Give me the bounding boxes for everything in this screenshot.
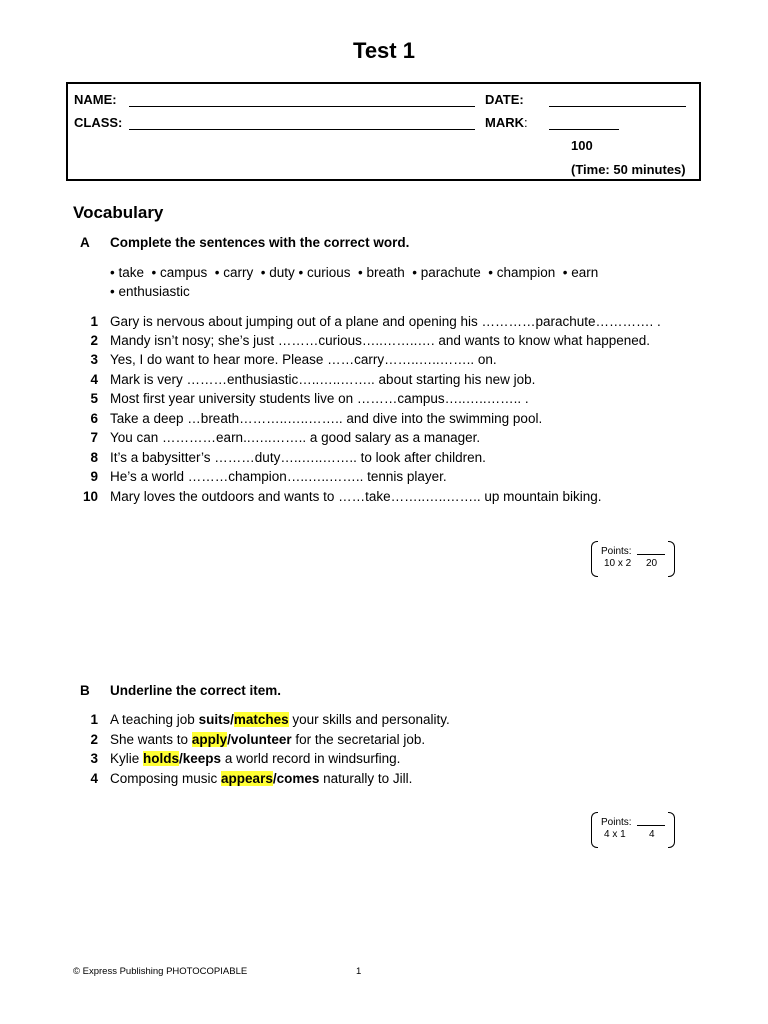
option-1-highlighted[interactable]: apply xyxy=(191,732,228,747)
points-total: 20 xyxy=(646,558,658,569)
points-box-b xyxy=(591,812,675,848)
item-number: 2 xyxy=(90,333,98,348)
item-sentence: Gary is nervous about jumping out of a plane and opening his …………parachute…………. . xyxy=(110,314,661,329)
item-sentence xyxy=(110,771,412,786)
sentence-start: A teaching job xyxy=(110,712,199,727)
word-bank-line-1: • take • campus • carry • duty • curious • breath • parachute • champion • earn xyxy=(110,265,599,280)
item-number: 5 xyxy=(90,391,98,406)
sentence-end: your skills and personality. xyxy=(288,712,450,727)
item-sentence: He’s a world ………champion…..…..…….. tennis player. xyxy=(110,469,447,484)
footer-copyright: © Express Publishing PHOTOCOPIABLE xyxy=(73,966,248,977)
date-label: DATE: xyxy=(485,92,524,107)
sentence-end: for the secretarial job. xyxy=(291,732,426,747)
class-label: CLASS: xyxy=(74,115,123,130)
option-1[interactable]: suits xyxy=(198,712,231,727)
item-sentence xyxy=(110,751,400,766)
points-label: Points: xyxy=(601,546,632,557)
word-bank-line-2: • enthusiastic xyxy=(110,284,190,299)
item-number: 1 xyxy=(90,712,98,727)
class-field[interactable] xyxy=(129,129,475,130)
item-number: 4 xyxy=(90,771,98,786)
option-2[interactable]: comes xyxy=(276,771,320,786)
points-calc: 10 x 2 xyxy=(604,558,632,569)
item-number: 10 xyxy=(82,489,98,504)
name-field[interactable] xyxy=(129,106,475,107)
sentence-start: Composing music xyxy=(110,771,222,786)
option-2[interactable]: keeps xyxy=(182,751,222,766)
item-number: 2 xyxy=(90,732,98,747)
item-sentence xyxy=(110,732,425,747)
item-number: 8 xyxy=(90,450,98,465)
page-number: 1 xyxy=(356,966,362,977)
item-number: 9 xyxy=(90,469,98,484)
option-separator: / xyxy=(179,751,183,766)
exercise-b-instruction: Underline the correct item. xyxy=(110,683,282,698)
item-number: 3 xyxy=(90,751,98,766)
option-1-highlighted[interactable]: appears xyxy=(221,771,273,786)
item-sentence: Most first year university students live on ………campus…..…..…….. . xyxy=(110,391,529,406)
exercise-a-instruction: Complete the sentences with the correct word. xyxy=(110,235,410,250)
item-sentence: It’s a babysitter’s ………duty…..…..…….. to look after children. xyxy=(110,450,486,465)
left-bracket xyxy=(591,541,598,577)
sentence-start: Kylie xyxy=(110,751,144,766)
mark-total: 100 xyxy=(571,138,593,153)
item-number: 1 xyxy=(90,314,98,329)
mark-field[interactable] xyxy=(549,129,619,130)
item-number: 6 xyxy=(90,411,98,426)
item-sentence: You can …………earn..…..…….. a good salary as a manager. xyxy=(110,430,481,445)
name-label: NAME: xyxy=(74,92,117,107)
exercise-a-label: A xyxy=(80,235,90,250)
option-separator: / xyxy=(230,712,234,727)
points-calc: 4 x 1 xyxy=(604,829,626,840)
sentence-start: She wants to xyxy=(110,732,192,747)
points-label: Points: xyxy=(601,817,632,828)
item-number: 3 xyxy=(90,352,98,367)
option-separator: / xyxy=(272,771,277,786)
student-info-box xyxy=(66,82,701,181)
item-sentence: Mary loves the outdoors and wants to ……take……..…..…….. up mountain biking. xyxy=(110,489,602,504)
item-sentence: Take a deep …breath………..…..…….. and dive into the swimming pool. xyxy=(110,411,543,426)
right-bracket xyxy=(668,812,675,848)
left-bracket xyxy=(591,812,598,848)
points-box-a xyxy=(591,541,675,577)
points-line xyxy=(637,554,665,555)
right-bracket xyxy=(668,541,675,577)
exercise-b-label: B xyxy=(80,683,90,698)
points-line xyxy=(637,825,665,826)
mark-label: MARK: xyxy=(485,115,528,130)
option-2[interactable]: volunteer xyxy=(230,732,292,747)
item-sentence: Mandy isn’t nosy; she’s just ………curious…..……..…. and wants to know what happened. xyxy=(110,333,650,348)
option-1-highlighted[interactable]: holds xyxy=(143,751,180,766)
section-title: Vocabulary xyxy=(73,203,164,222)
item-sentence xyxy=(110,712,450,727)
option-2-highlighted[interactable]: matches xyxy=(233,712,289,727)
item-sentence: Mark is very ………enthusiastic…..…..…….. about starting his new job. xyxy=(110,372,536,387)
page-title: Test 1 xyxy=(353,38,415,63)
date-field[interactable] xyxy=(549,106,686,107)
item-sentence: Yes, I do want to hear more. Please ……carry……..…..…….. on. xyxy=(110,352,497,367)
item-number: 7 xyxy=(90,430,98,445)
time-note: (Time: 50 minutes) xyxy=(571,162,686,177)
option-separator: / xyxy=(227,732,231,747)
item-number: 4 xyxy=(90,372,98,387)
sentence-end: naturally to Jill. xyxy=(319,771,413,786)
sentence-end: a world record in windsurfing. xyxy=(221,751,401,766)
points-total: 4 xyxy=(649,829,655,840)
